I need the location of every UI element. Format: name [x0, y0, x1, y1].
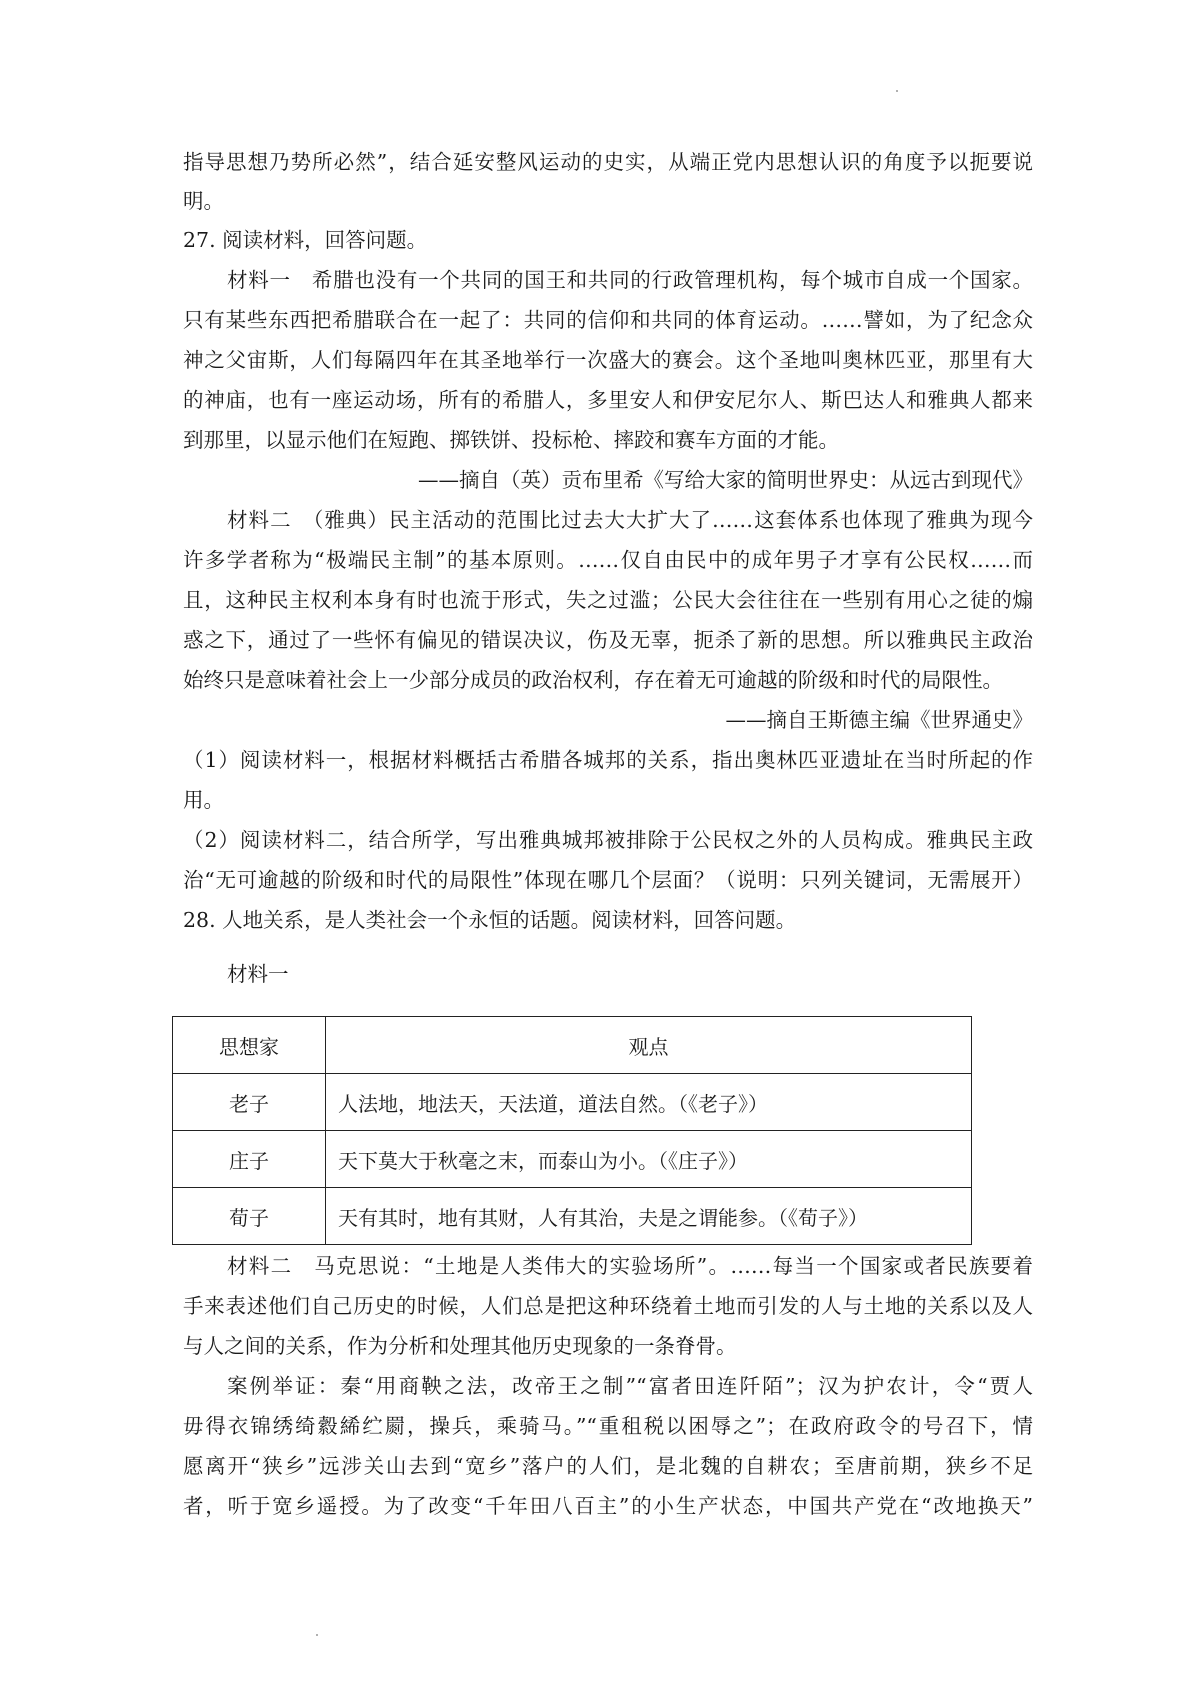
table-row — [173, 1074, 972, 1131]
q27-subquestion-2: （2）阅读材料二，结合所学，写出雅典城邦被排除于公民权之外的人员构成。雅典民主政 — [183, 828, 1033, 852]
q27-material1-line: 只有某些东西把希腊联合在一起了：共同的信仰和共同的体育运动。……譬如，为了纪念众 — [183, 308, 1033, 332]
q27-heading: 27. 阅读材料，回答问题。 — [183, 228, 428, 252]
table-cell-view: 天有其时，地有其财，人有其治，夫是之谓能参。（《荀子》） — [326, 1188, 972, 1245]
q27-material1-line: 神之父宙斯，人们每隔四年在其圣地举行一次盛大的赛会。这个圣地叫奥林匹亚，那里有大 — [183, 348, 1033, 372]
q27-subquestion-1-cont: 用。 — [183, 788, 224, 812]
q28-material2-line: 手来表述他们自己历史的时候，人们总是把这种环绕着土地而引发的人与土地的关系以及人 — [183, 1294, 1033, 1318]
table-row — [173, 1131, 972, 1188]
q27-subquestion-2-cont: 治“无可逾越的阶级和时代的局限性”体现在哪几个层面？（说明：只列关键词，无需展开） — [183, 868, 1033, 892]
table-cell-thinker: 庄子 — [173, 1131, 326, 1188]
table-cell-view: 人法地，地法天，天法道，道法自然。（《老子》） — [326, 1074, 972, 1131]
table-cell-view: 天下莫大于秋毫之末，而泰山为小。（《庄子》） — [326, 1131, 972, 1188]
q28-case-line: 案例举证：秦“用商鞅之法，改帝王之制”“富者田连阡陌”；汉为护农计，令“贾人 — [227, 1374, 1033, 1398]
q28-material1-label: 材料一 — [227, 962, 289, 986]
q27-material1-source: ——摘自（英）贡布里希《写给大家的简明世界史：从远古到现代》 — [418, 468, 1033, 492]
q28-case-line: 愿离开“狭乡”远涉关山去到“宽乡”落户的人们，是北魏的自耕农；至唐前期，狭乡不足 — [183, 1454, 1033, 1478]
q27-material1-line: 材料一 希腊也没有一个共同的国王和共同的行政管理机构，每个城市自成一个国家。 — [227, 268, 1033, 292]
scan-dot — [316, 1634, 318, 1636]
table-header-thinker: 思想家 — [173, 1017, 326, 1074]
table-header-view: 观点 — [326, 1017, 972, 1074]
q26-text-line: 明。 — [183, 189, 224, 213]
q28-case-line: 毋得衣锦绣绮縠絺纻罽，操兵，乘骑马。”“重租税以困辱之”；在政府政令的号召下，情 — [183, 1414, 1033, 1438]
q27-material2-line: 始终只是意味着社会上一少部分成员的政治权利，存在着无可逾越的阶级和时代的局限性。 — [183, 668, 1003, 692]
q27-material2-line: 惑之下，通过了一些怀有偏见的错误决议，伤及无辜，扼杀了新的思想。所以雅典民主政治 — [183, 628, 1033, 652]
thinkers-table — [172, 1016, 972, 1245]
table-header-row — [173, 1017, 972, 1074]
q27-material1-line: 的神庙，也有一座运动场，所有的希腊人，多里安人和伊安尼尔人、斯巴达人和雅典人都来 — [183, 388, 1033, 412]
q27-subquestion-1: （1）阅读材料一，根据材料概括古希腊各城邦的关系，指出奥林匹亚遗址在当时所起的作 — [183, 748, 1033, 772]
q27-material1-line: 到那里，以显示他们在短跑、掷铁饼、投标枪、摔跤和赛车方面的才能。 — [183, 428, 839, 452]
q28-material2-line: 材料二 马克思说：“土地是人类伟大的实验场所”。……每当一个国家或者民族要着 — [227, 1254, 1033, 1278]
table-cell-thinker: 老子 — [173, 1074, 326, 1131]
q28-heading: 28. 人地关系，是人类社会一个永恒的话题。阅读材料，回答问题。 — [183, 908, 797, 932]
q28-case-line: 者，听于宽乡遥授。为了改变“千年田八百主”的小生产状态，中国共产党在“改地换天” — [183, 1494, 1033, 1518]
q27-material2-line: 且，这种民主权利本身有时也流于形式，失之过滥；公民大会往往在一些别有用心之徒的煽 — [183, 588, 1033, 612]
q26-text-line: 指导思想乃势所必然”，结合延安整风运动的史实，从端正党内思想认识的角度予以扼要说 — [183, 150, 1033, 174]
table-cell-thinker: 荀子 — [173, 1188, 326, 1245]
q27-material2-line: 材料二 （雅典）民主活动的范围比过去大大扩大了……这套体系也体现了雅典为现今 — [227, 508, 1033, 532]
q28-material2-line: 与人之间的关系，作为分析和处理其他历史现象的一条脊骨。 — [183, 1334, 737, 1358]
table-row — [173, 1188, 972, 1245]
q27-material2-line: 许多学者称为“极端民主制”的基本原则。……仅自由民中的成年男子才享有公民权……而 — [183, 548, 1033, 572]
q27-material2-source: ——摘自王斯德主编《世界通史》 — [725, 708, 1033, 732]
scan-dot — [896, 90, 898, 92]
